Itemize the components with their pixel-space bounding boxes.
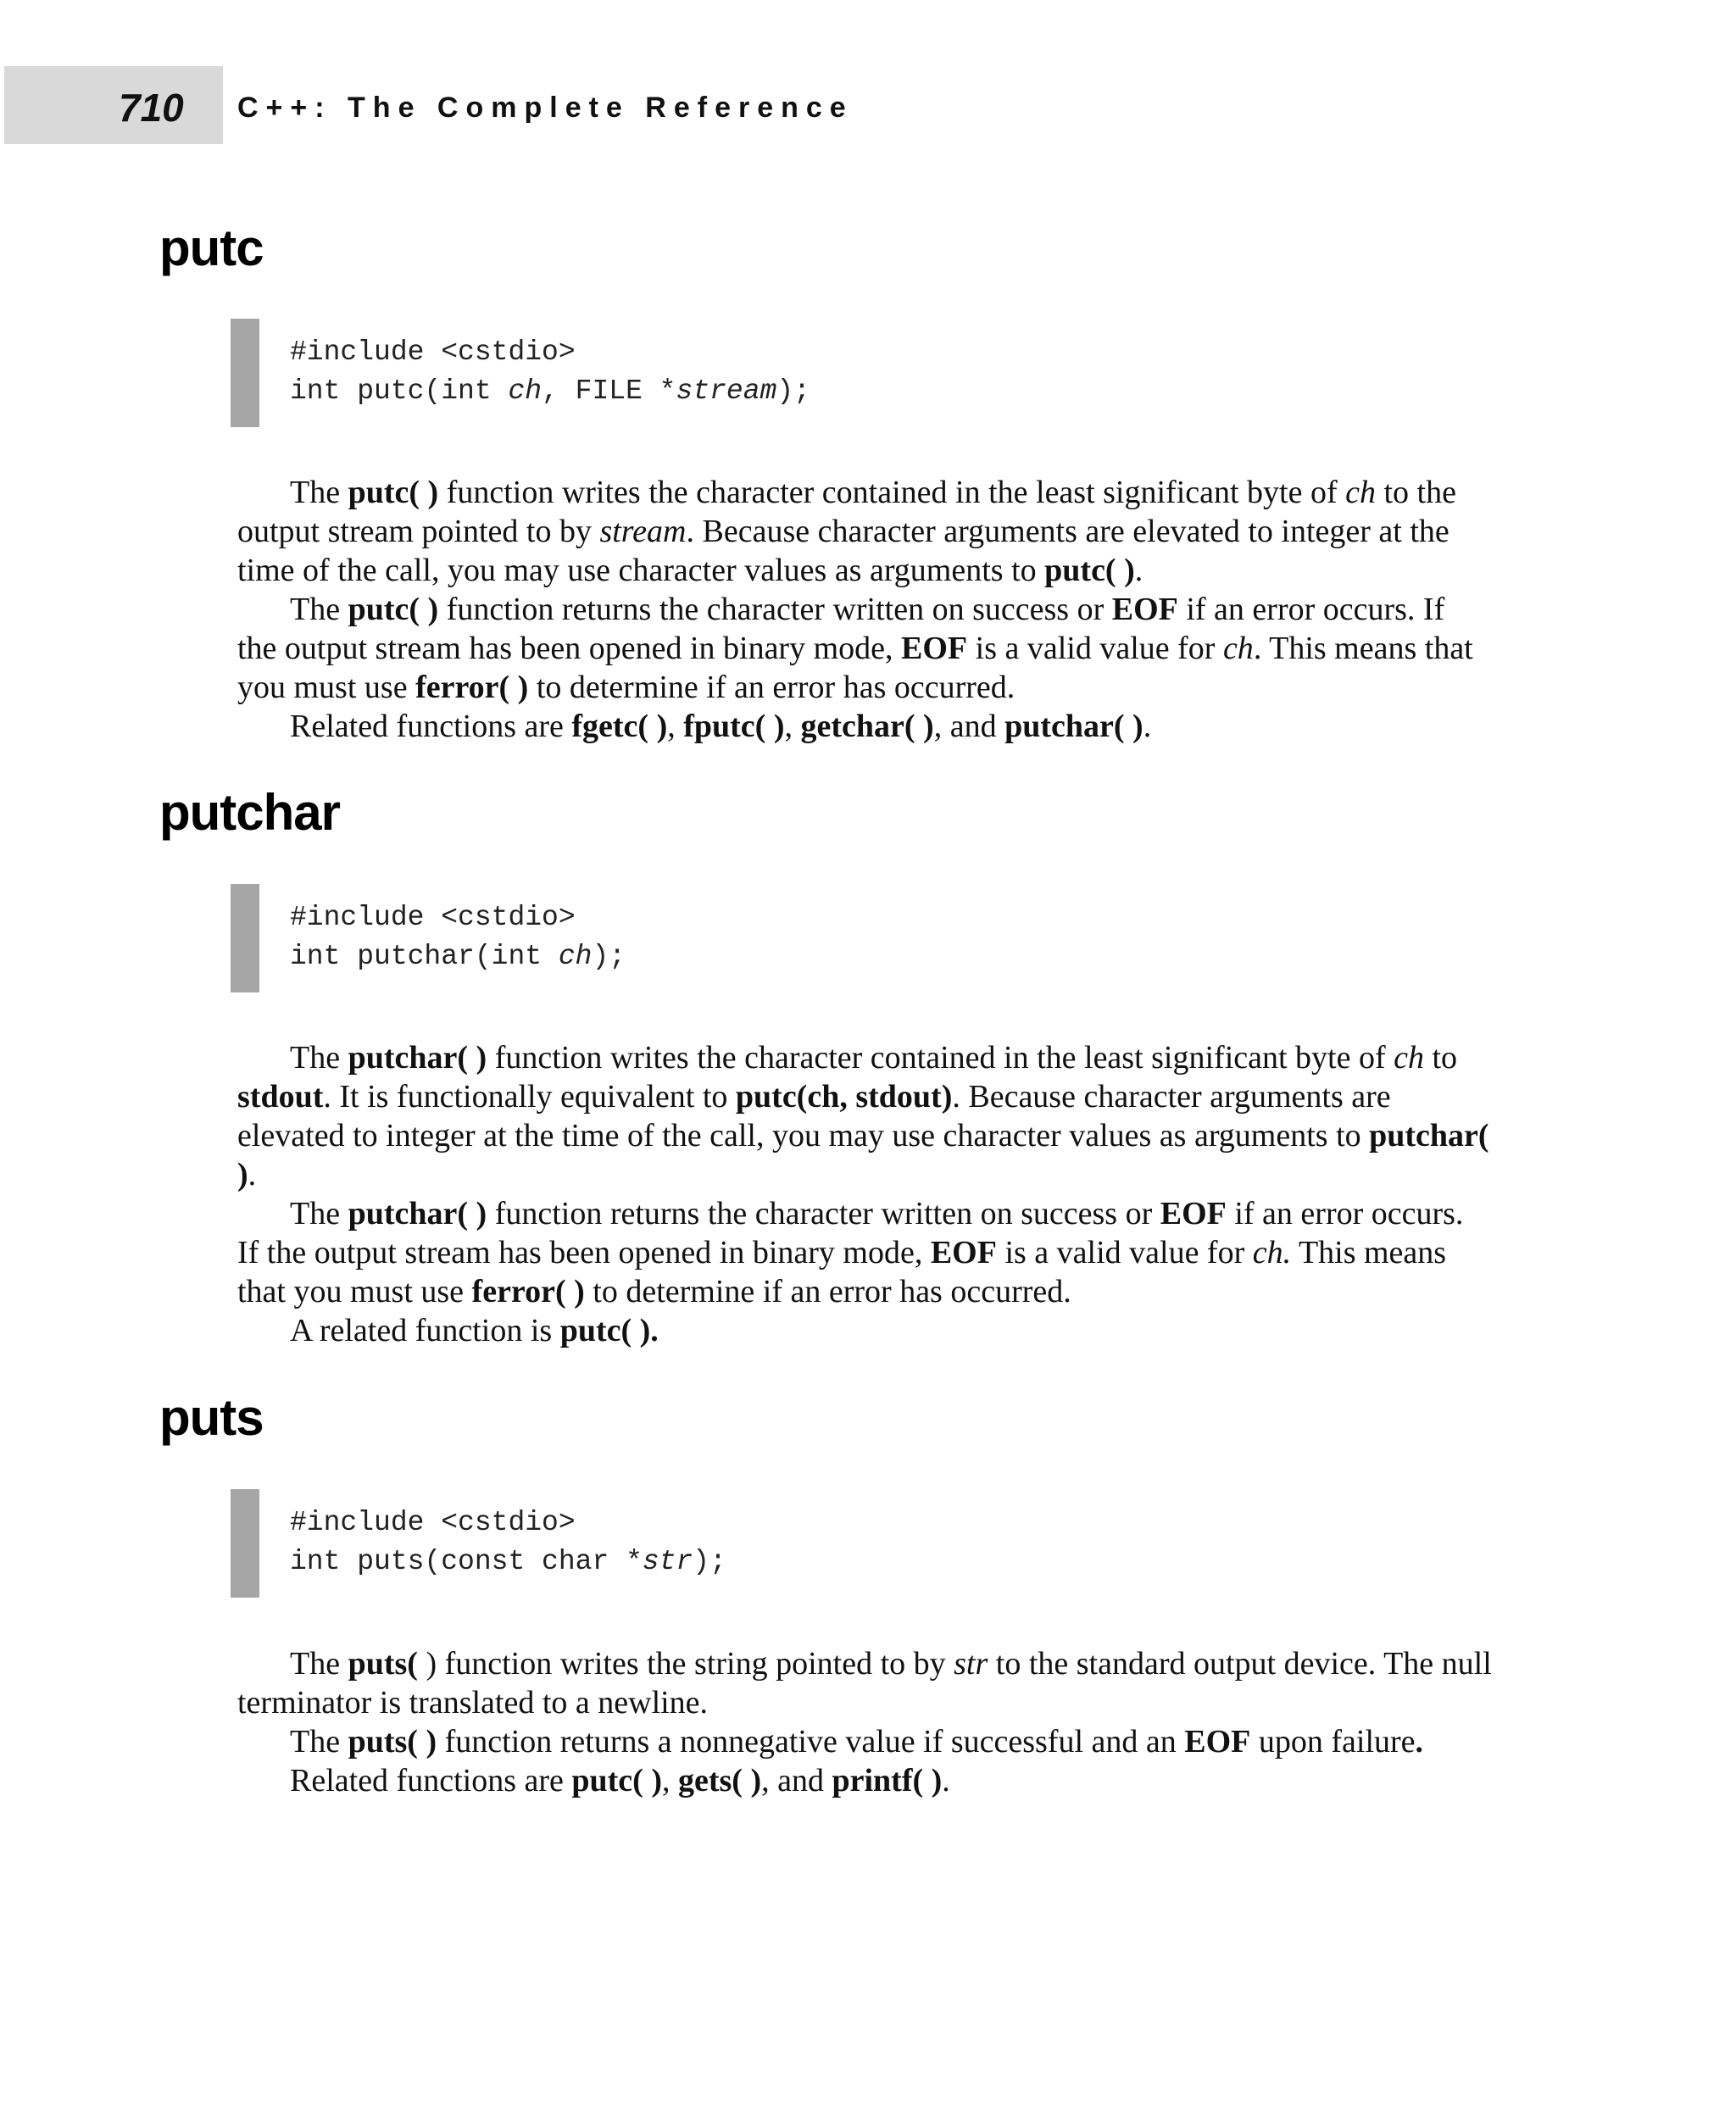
paragraph: The putc( ) function writes the character contained in the least significant byte of ch to the output stream pointed to by stream. Because character arguments are elevated to integer at the time of the call, you may use character values as arguments to putc( ).: [237, 475, 1456, 588]
entry-title-putchar: putchar: [159, 784, 341, 841]
code-line: #include <cstdio>: [290, 902, 576, 933]
paragraph: The putchar( ) function returns the character written on success or EOF if an error occurs. If the output stream has been opened in binary mode, EOF is a valid value for ch. This means that you must use ferror( ) to determine if an error has occurred.: [237, 1196, 1464, 1309]
code-bar: [231, 1489, 259, 1598]
description-putc: [237, 473, 1492, 746]
paragraph: Related functions are putc( ), gets( ), and printf( ).: [290, 1763, 950, 1798]
code-block-putchar: [290, 898, 626, 976]
code-line: int putchar(int ch);: [290, 941, 626, 972]
paragraph: The puts( ) function returns a nonnegative value if successful and an EOF upon failure.: [290, 1724, 1424, 1760]
description-putchar: [237, 1038, 1492, 1350]
paragraph: The puts( ) function writes the string pointed to by str to the standard output device. The null terminator is translated to a newline.: [237, 1646, 1492, 1721]
description-puts: [237, 1644, 1492, 1800]
book-title: C++: The Complete Reference: [237, 92, 854, 124]
code-block-putc: [290, 333, 810, 411]
code-line: #include <cstdio>: [290, 336, 576, 368]
code-bar: [231, 319, 259, 427]
page-number: 710: [119, 86, 184, 130]
paragraph: A related function is putc( ).: [290, 1313, 659, 1348]
code-line: int puts(const char *str);: [290, 1546, 726, 1577]
code-line: #include <cstdio>: [290, 1507, 576, 1538]
entry-title-putc: putc: [159, 220, 264, 276]
code-bar: [231, 884, 259, 992]
page-number-tab: [4, 66, 223, 144]
paragraph: The putc( ) function returns the character written on success or EOF if an error occurs. If the output stream has been opened in binary mode, EOF is a valid value for ch. This means that you must use ferror( ) to determine if an error has occurred.: [237, 592, 1473, 705]
code-block-puts: [290, 1504, 726, 1582]
paragraph: The putchar( ) function writes the character contained in the least significant byte of ch to stdout. It is functionally equivalent to putc(ch, stdout). Because character arguments are elevated to integer at the time of the call, you may use character values as arguments to putchar( ).: [237, 1040, 1489, 1192]
entry-title-puts: puts: [159, 1389, 264, 1446]
paragraph: Related functions are fgetc( ), fputc( ), getchar( ), and putchar( ).: [290, 709, 1152, 744]
code-line: int putc(int ch, FILE *stream);: [290, 375, 810, 407]
